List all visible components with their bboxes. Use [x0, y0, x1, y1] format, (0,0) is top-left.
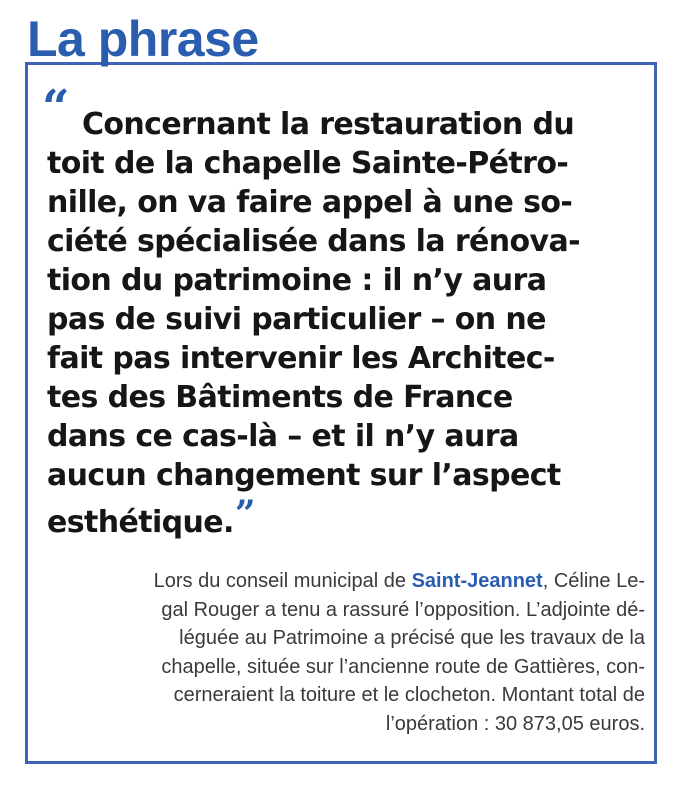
- section-title: La phrase: [27, 11, 259, 67]
- quote-text: [47, 105, 645, 542]
- quote-line: tion du patrimoine : il n’y aura: [47, 263, 547, 298]
- quote-line: nille, on va faire appel à une so-: [47, 185, 573, 220]
- quote-line: ciété spécialisée dans la rénova-: [47, 224, 581, 259]
- caption-line: chapelle, située sur l’ancienne route de Gattières, con-: [161, 655, 645, 678]
- quote-line-last: [47, 495, 645, 542]
- caption: [50, 567, 645, 738]
- quote-line: Concernant la restauration du: [82, 107, 575, 142]
- quote-line: aucun changement sur l’aspect: [47, 458, 561, 493]
- quote-line: toit de la chapelle Sainte-Pétro-: [47, 146, 569, 181]
- open-quote-mark: “: [42, 80, 70, 136]
- close-quote-mark: ”: [234, 493, 255, 535]
- caption-line: [50, 567, 645, 596]
- caption-line: léguée au Patrimoine a précisé que les travaux de la: [179, 627, 645, 649]
- caption-lead: Lors du conseil municipal de: [153, 570, 412, 592]
- caption-line: gal Rouger a tenu a rassuré l’opposition. L’adjointe dé-: [161, 598, 645, 621]
- quote-line: dans ce cas-là – et il n’y aura: [47, 419, 519, 454]
- caption-lead-end: , Céline Le-: [542, 570, 645, 592]
- place-name: Saint-Jeannet: [411, 570, 543, 592]
- caption-line: cerneraient la toiture et le clocheton. Montant total de: [173, 684, 645, 706]
- quote-line: tes des Bâtiments de France: [47, 380, 513, 415]
- quote-line: fait pas intervenir les Architec-: [47, 341, 555, 376]
- quote-last-words: esthétique.: [47, 505, 234, 540]
- quote-line: pas de suivi particulier – on ne: [47, 302, 546, 337]
- caption-line: l’opération : 30 873,05 euros.: [385, 712, 645, 735]
